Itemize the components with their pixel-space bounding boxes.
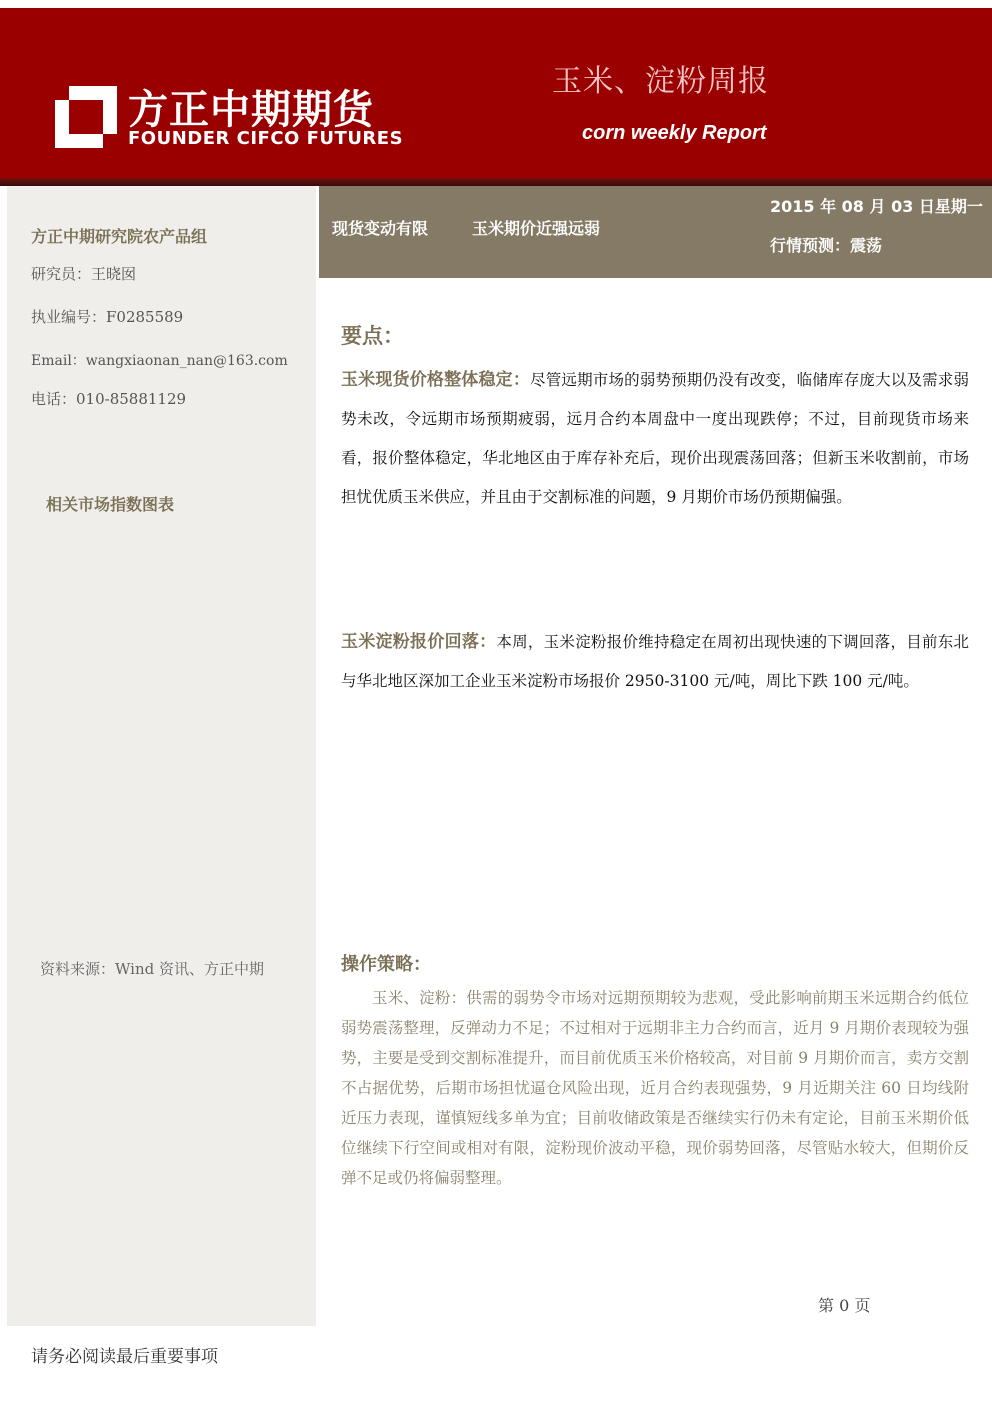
- researcher-name: 研究员：王晓囡: [31, 265, 137, 283]
- key-point-lead: 玉米淀粉报价回落：: [341, 632, 497, 652]
- research-group: 方正中期研究院农产品组: [31, 227, 208, 246]
- license-number: 执业编号：F0285589: [31, 308, 184, 326]
- contact-phone: 电话：010-85881129: [31, 390, 187, 408]
- banner-headline-2: 玉米期价近强远弱: [472, 219, 601, 238]
- key-point-text: 本周，玉米淀粉报价维持稳定在周初出现快速的下调回落，目前东北与华北地区深加工企业玉米淀粉市场报价 2950-3100 元/吨，周比下跌 100 元/吨。: [341, 633, 969, 690]
- strategy-heading: 操作策略：: [341, 954, 431, 975]
- strategy-section: [341, 983, 969, 1193]
- key-point-text: 尽管远期市场的弱势预期仍没有改变，临储库存庞大以及需求弱势未改，令远期市场预期疲弱，远月合约本周盘中一度出现跌停；不过，目前现货市场来看，报价整体稳定，华北地区由于库存补充后，现价出现震荡回落；但新玉米收割前，市场担忧优质玉米供应，并且由于交割标准的问题，9 月期价市场仍预期偏强。: [341, 371, 969, 506]
- key-point-lead: 玉米现货价格整体稳定：: [341, 370, 531, 390]
- key-points-heading: 要点：: [341, 324, 404, 348]
- company-name-cn: 方正中期期货: [128, 87, 374, 133]
- key-point-starch-price: [341, 623, 969, 701]
- data-source: 资料来源：Wind 资讯、方正中期: [40, 960, 264, 978]
- key-point-spot-price: [341, 361, 969, 517]
- company-logo-icon: [55, 86, 117, 148]
- report-subtitle: corn weekly Report: [582, 122, 767, 144]
- company-name-en: FOUNDER CIFCO FUTURES: [128, 128, 404, 149]
- market-forecast: 行情预测：震荡: [770, 236, 883, 255]
- header-divider: [0, 178, 992, 186]
- report-date: 2015 年 08 月 03 日星期一: [770, 197, 983, 216]
- disclaimer-note: 请务必阅读最后重要事项: [31, 1347, 218, 1367]
- chart-section-heading: 相关市场指数图表: [46, 495, 175, 514]
- strategy-text: 玉米、淀粉：供需的弱势令市场对远期预期较为悲观，受此影响前期玉米远期合约低位弱势震荡整理，反弹动力不足；不过相对于远期非主力合约而言，近月 9 月期价表现较为强势，主要是受到交割标准提升，而目前优质玉米价格较高，对目前 9 月期价而言，卖方交割不占据优势，后期市场担忧逼仓风险出现，近月合约表现强势，9 月近期关注 60 日均线附近压力表现，谨慎短线多单为宜；目前收储政策是否继续实行仍未有定论，目前玉米期价低位继续下行空间或相对有限，淀粉现价波动平稳，现价弱势回落，尽管贴水较大，但期价反弹不足或仍将偏弱整理。: [341, 989, 969, 1187]
- contact-email[interactable]: Email：wangxiaonan_nan@163.com: [31, 353, 288, 369]
- banner-headline-1: 现货变动有限: [332, 219, 429, 238]
- page-number: 第 0 页: [818, 1296, 871, 1315]
- report-title: 玉米、淀粉周报: [552, 64, 769, 99]
